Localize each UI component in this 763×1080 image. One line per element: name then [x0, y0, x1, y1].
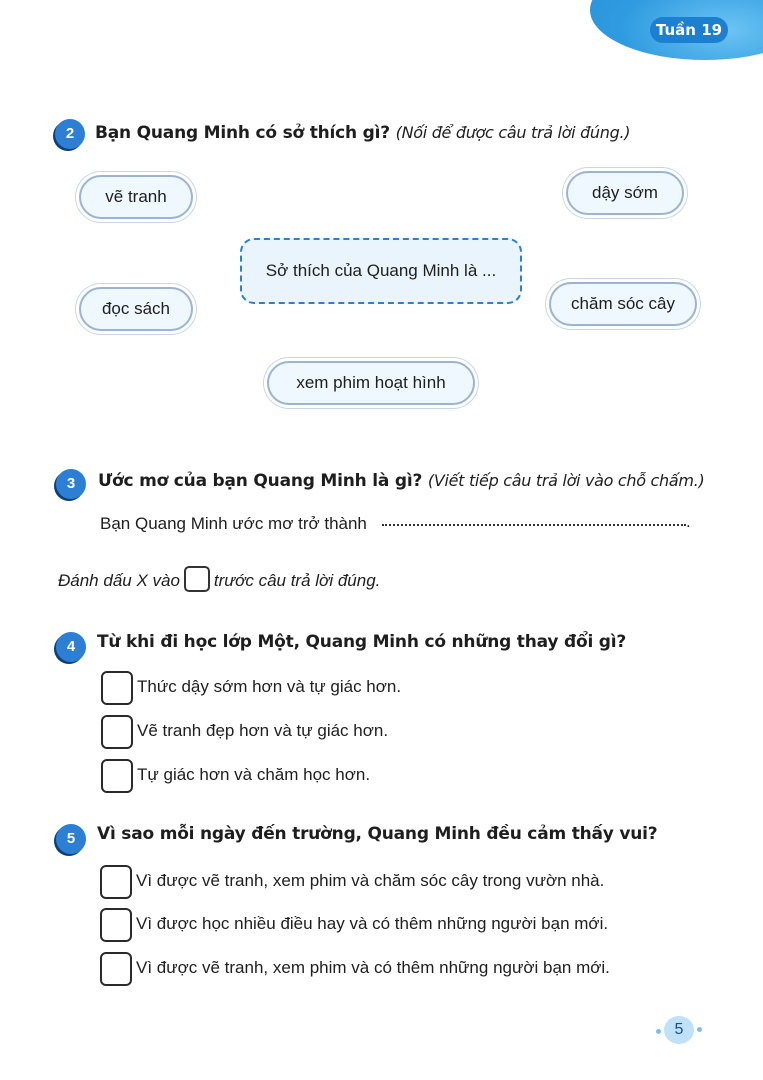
- question-3-prompt: Ước mơ của bạn Quang Minh là gì?: [98, 471, 423, 491]
- q4-option-2-label: Vẽ tranh đẹp hơn và tự giác hơn.: [137, 721, 389, 740]
- question-2-text: [95, 123, 630, 143]
- q4-option-1-label: Thức dậy sớm hơn và tự giác hơn.: [137, 677, 402, 696]
- instruction-after: trước câu trả lời đúng.: [213, 571, 381, 590]
- q4-option-3-checkbox[interactable]: [101, 759, 133, 793]
- instruction-before: Đánh dấu X vào: [58, 571, 180, 590]
- page-dot-left-icon: [656, 1029, 661, 1034]
- question-2-hint: (Nối để được câu trả lời đúng.): [395, 123, 631, 142]
- question-3-sentence: Bạn Quang Minh ước mơ trở thành: [100, 514, 367, 533]
- question-4-text: Từ khi đi học lớp Một, Quang Minh có những thay đổi gì?: [97, 632, 627, 652]
- q5-option-3-label: Vì được vẽ tranh, xem phim và có thêm những người bạn mới.: [136, 958, 610, 977]
- option-ve-tranh[interactable]: vẽ tranh: [79, 175, 193, 219]
- q4-option-1-checkbox[interactable]: [101, 671, 133, 705]
- option-cham-soc-cay[interactable]: chăm sóc cây: [549, 282, 697, 326]
- q5-option-1-label: Vì được vẽ tranh, xem phim và chăm sóc cây trong vườn nhà.: [136, 871, 605, 890]
- question-2-number: 2: [55, 119, 85, 149]
- question-3-text: [98, 471, 704, 491]
- q5-option-2-checkbox[interactable]: [100, 908, 132, 942]
- page-dot-right-icon: [697, 1027, 702, 1032]
- option-day-som[interactable]: dậy sớm: [566, 171, 684, 215]
- q4-option-3-label: Tự giác hơn và chăm học hơn.: [137, 765, 371, 784]
- answer-dotted-line[interactable]: [382, 523, 686, 526]
- question-3-hint: (Viết tiếp câu trả lời vào chỗ chấm.): [427, 471, 705, 490]
- checkbox-instruction: [58, 566, 380, 592]
- question-5-text: Vì sao mỗi ngày đến trường, Quang Minh đều cảm thấy vui?: [97, 824, 658, 844]
- question-4-number: 4: [56, 632, 86, 662]
- q5-option-2-label: Vì được học nhiều điều hay và có thêm những người bạn mới.: [136, 914, 609, 933]
- week-label: Tuần 19: [650, 17, 728, 43]
- page-number: 5: [664, 1016, 694, 1044]
- question-5-number: 5: [56, 824, 86, 854]
- option-doc-sach[interactable]: đọc sách: [79, 287, 193, 331]
- sentence-end-mark: .: [686, 512, 691, 531]
- matching-center-box[interactable]: Sở thích của Quang Minh là ...: [240, 238, 522, 304]
- q5-option-1-checkbox[interactable]: [100, 865, 132, 899]
- option-xem-phim-hoat-hinh[interactable]: xem phim hoạt hình: [267, 361, 475, 405]
- q5-option-3-checkbox[interactable]: [100, 952, 132, 986]
- q4-option-2-checkbox[interactable]: [101, 715, 133, 749]
- question-3-number: 3: [56, 469, 86, 499]
- checkbox-sample-icon: [184, 566, 210, 592]
- question-2-prompt: Bạn Quang Minh có sở thích gì?: [95, 123, 390, 143]
